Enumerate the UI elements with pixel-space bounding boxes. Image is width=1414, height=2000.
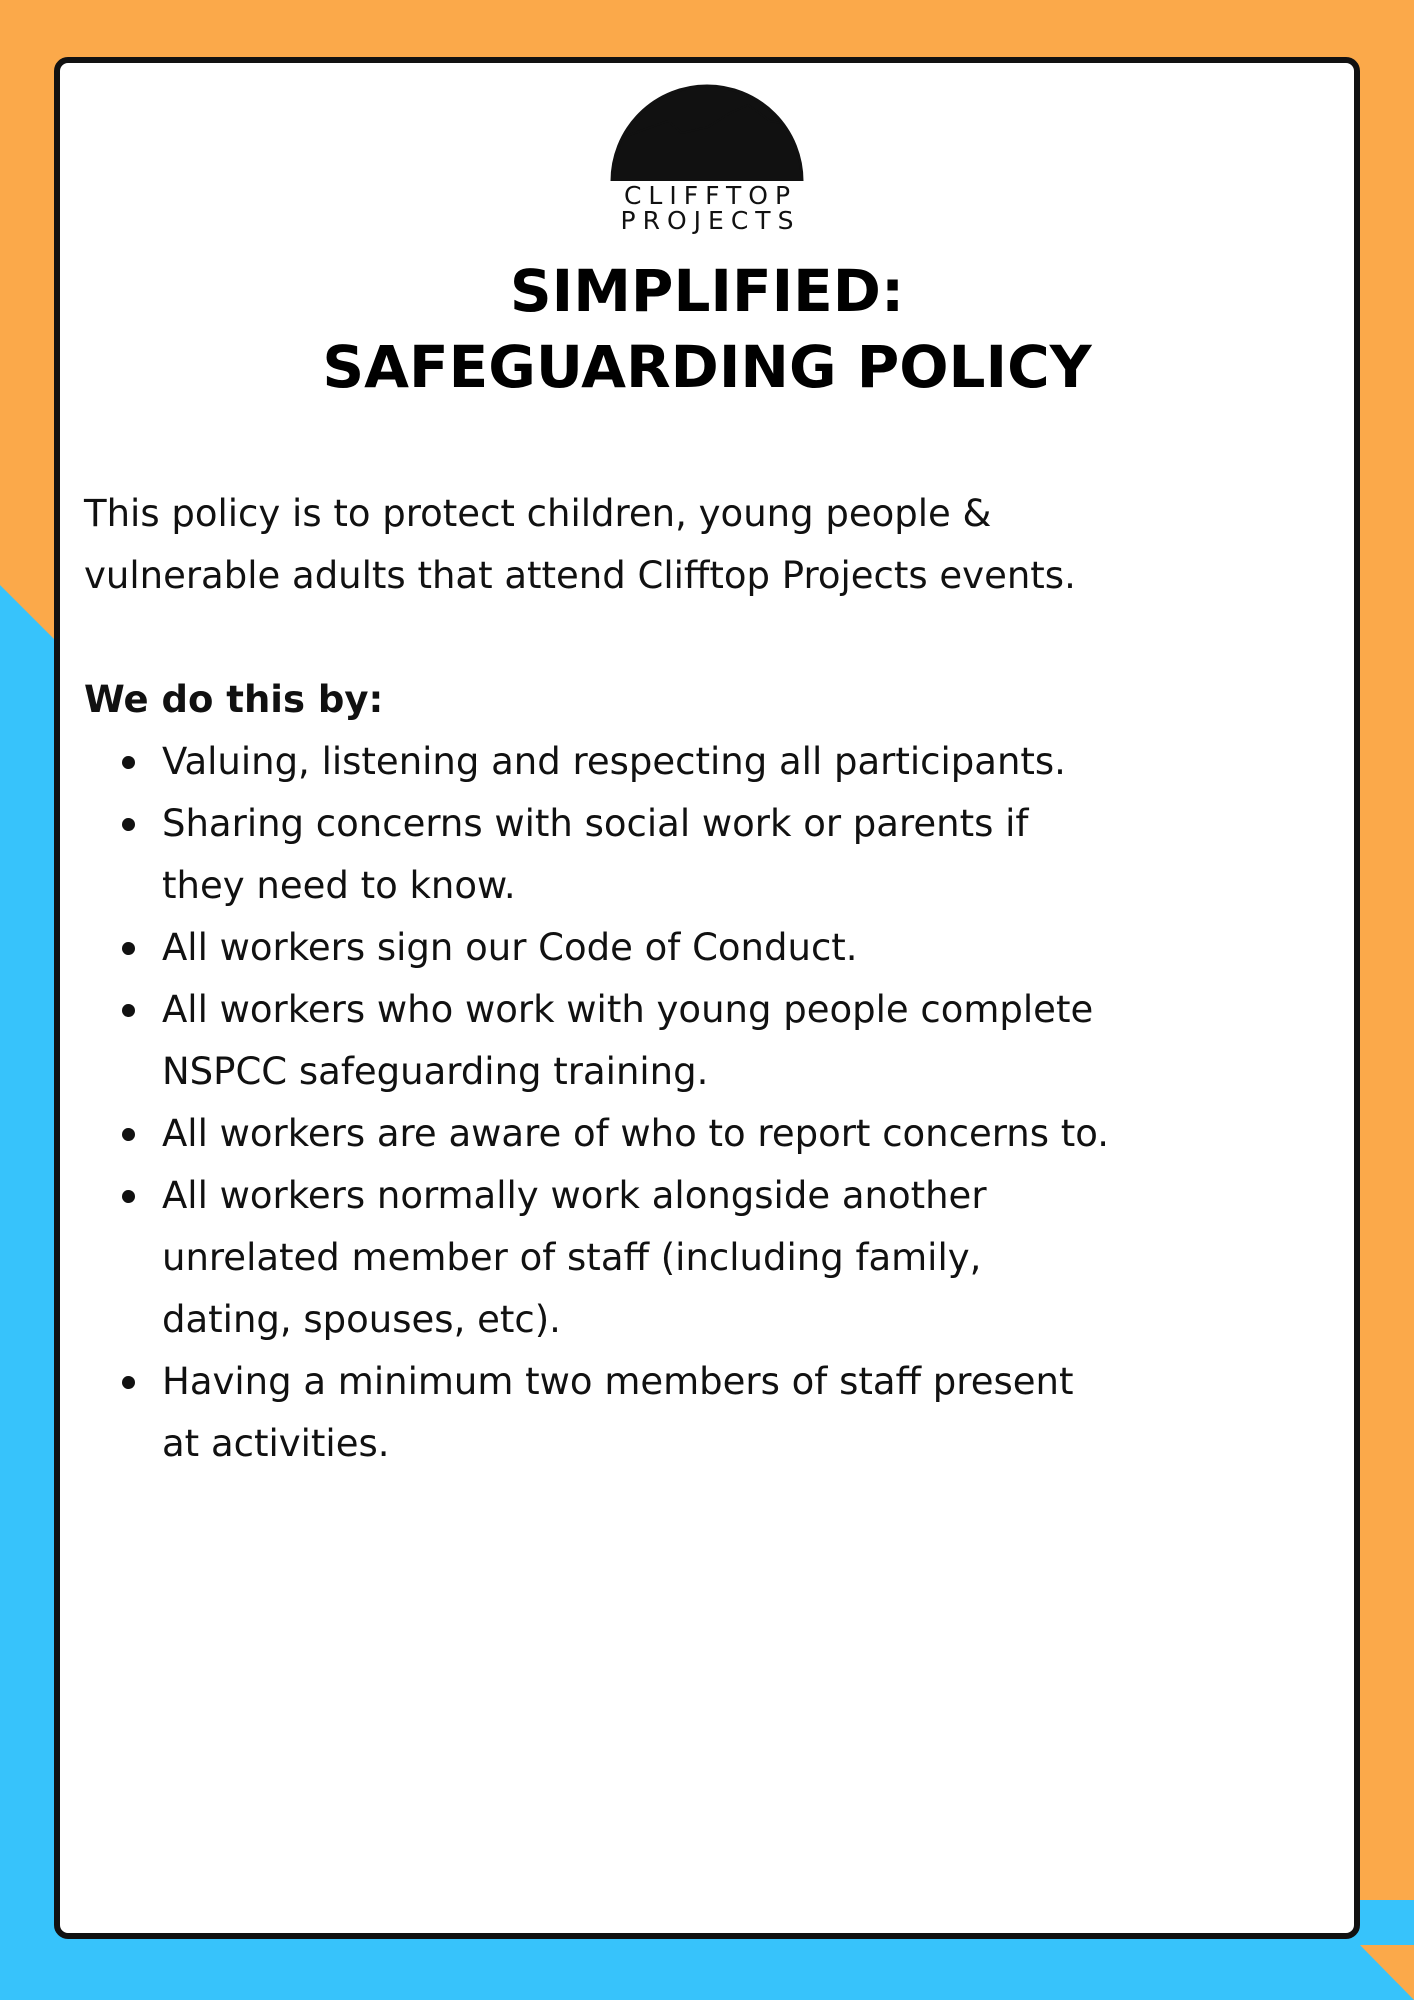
intro-line-1: This policy is to protect children, young people & [84,492,992,535]
policy-body [84,483,1354,1475]
logo-text-projects: PROJECTS [620,206,801,235]
list-item-text: Having a minimum two members of staff present [162,1360,1074,1403]
list-item-text: Valuing, listening and respecting all participants. [162,740,1066,783]
list-item-text: All workers sign our Code of Conduct. [162,926,858,969]
mountain-dome-icon [610,83,804,183]
list-item-text: they need to know. [162,864,516,907]
list-item [84,917,1354,979]
list-item [84,793,1354,917]
list-item-text: unrelated member of staff (including family, [162,1236,982,1279]
list-heading: We do this by: [84,678,384,721]
list-item-text: at activities. [162,1422,390,1465]
intro-line-2: vulnerable adults that attend Clifftop Projects events. [84,554,1076,597]
list-item-text: NSPCC safeguarding training. [162,1050,709,1093]
page-title [60,253,1354,405]
list-item [84,1103,1354,1165]
list-item [84,1165,1354,1351]
list-item-text: All workers normally work alongside another [162,1174,987,1217]
clifftop-logo [610,83,804,239]
title-line-1: SIMPLIFIED: [509,257,905,325]
list-item-text: All workers who work with young people complete [162,988,1094,1031]
policy-card [54,57,1360,1939]
logo-text-clifftop: CLIFFTOP [623,181,798,210]
intro-paragraph [84,483,1354,607]
list-item [84,1351,1354,1475]
list-item [84,731,1354,793]
list-item [84,979,1354,1103]
policy-list [84,731,1354,1475]
list-item-text: Sharing concerns with social work or parents if [162,802,1029,845]
list-item-text: All workers are aware of who to report concerns to. [162,1112,1110,1155]
title-line-2: SAFEGUARDING POLICY [322,333,1092,401]
list-item-text: dating, spouses, etc). [162,1298,561,1341]
